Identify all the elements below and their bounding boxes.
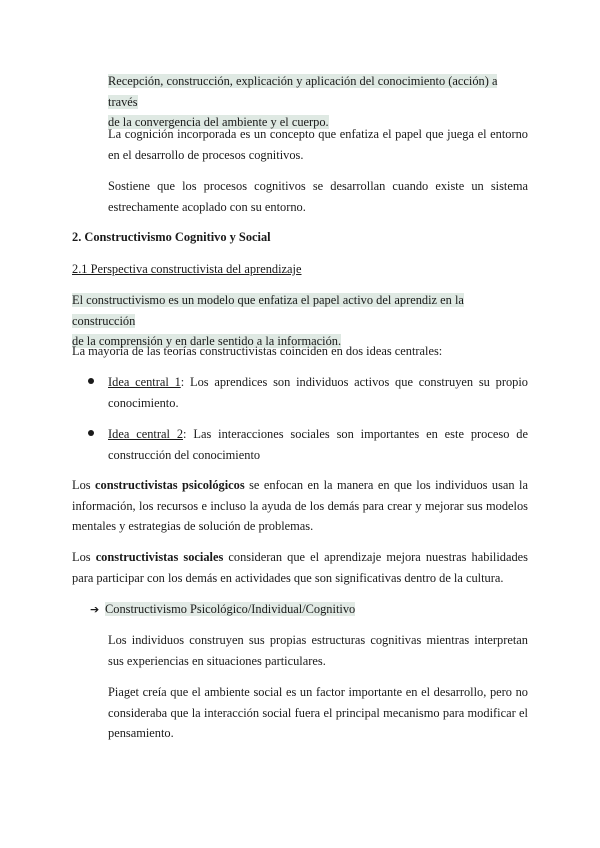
- individuals-paragraph: Los individuos construyen sus propias estructuras cognitivas mientras interpretan sus experiencias en situaciones particulares.: [108, 633, 528, 668]
- psico-pre: Los: [72, 478, 96, 492]
- psico-post: se enfocan en la manera en que los individuos usan la información, los recursos e incluso la ayuda de los demás para crear y mejorar sus modelos mentales y estrategias de solución de problemas.: [72, 478, 528, 533]
- bullet-item-1: [108, 372, 528, 413]
- social-pre: Los: [72, 550, 96, 564]
- definition-line-1: Recepción, construcción, explicación y aplicación del conocimiento (acción) a través: [108, 74, 498, 109]
- arrow-list-item: [90, 599, 530, 621]
- bullet-2-text: : Las interacciones sociales son importantes en este proceso de construcción del conocimiento: [108, 427, 528, 462]
- constructivism-line-1: El constructivismo es un modelo que enfatiza el papel activo del aprendiz en la construcción: [72, 293, 464, 328]
- bullet-dot-2: [88, 430, 94, 436]
- section-heading-2-text: 2. Constructivismo Cognitivo y Social: [72, 230, 271, 244]
- section-heading-2: [72, 227, 528, 248]
- bullet-1-text: : Los aprendices son individuos activos que construyen su propio conocimiento.: [108, 375, 529, 410]
- arrow-item-text: Constructivismo Psicológico/Individual/Cognitivo: [105, 602, 356, 616]
- bullet-dot-1: [88, 378, 94, 384]
- subsection-heading-2-1: 2.1 Perspectiva constructivista del aprendizaje: [72, 262, 302, 276]
- psychological-constructivists-paragraph: [72, 475, 528, 537]
- social-bold: constructivistas sociales: [95, 550, 224, 564]
- central-ideas-intro: La mayoría de las teorías constructivistas coinciden en dos ideas centrales:: [72, 344, 443, 358]
- piaget-paragraph: Piaget creía que el ambiente social es un factor importante en el desarrollo, pero no consideraba que la interacción social fuera el principal mecanismo para modificar el pensamiento.: [108, 685, 528, 740]
- bullet-1-label: Idea central 1: [108, 375, 181, 389]
- psico-bold: constructivistas psicológicos: [95, 478, 245, 492]
- constructivism-line-2: de la comprensión y en darle sentido a la información.: [72, 334, 342, 348]
- social-constructivists-paragraph: [72, 547, 528, 588]
- embodied-cognition-paragraph: La cognición incorporada es un concepto que enfatiza el papel que juega el entorno en el desarrollo de procesos cognitivos.: [108, 127, 528, 162]
- coupled-system-paragraph: Sostiene que los procesos cognitivos se desarrollan cuando existe un sistema estrechamente acoplado con su entorno.: [108, 179, 528, 214]
- definition-line-2: de la convergencia del ambiente y el cuerpo.: [108, 115, 329, 129]
- bullet-item-2: [108, 424, 528, 465]
- arrow-right-icon: ➔: [90, 603, 100, 616]
- social-post: consideran que el aprendizaje mejora nuestras habilidades para participar con los demás en actividades que son significativas dentro de la cultura.: [72, 550, 528, 585]
- bullet-2-label: Idea central 2: [108, 427, 184, 441]
